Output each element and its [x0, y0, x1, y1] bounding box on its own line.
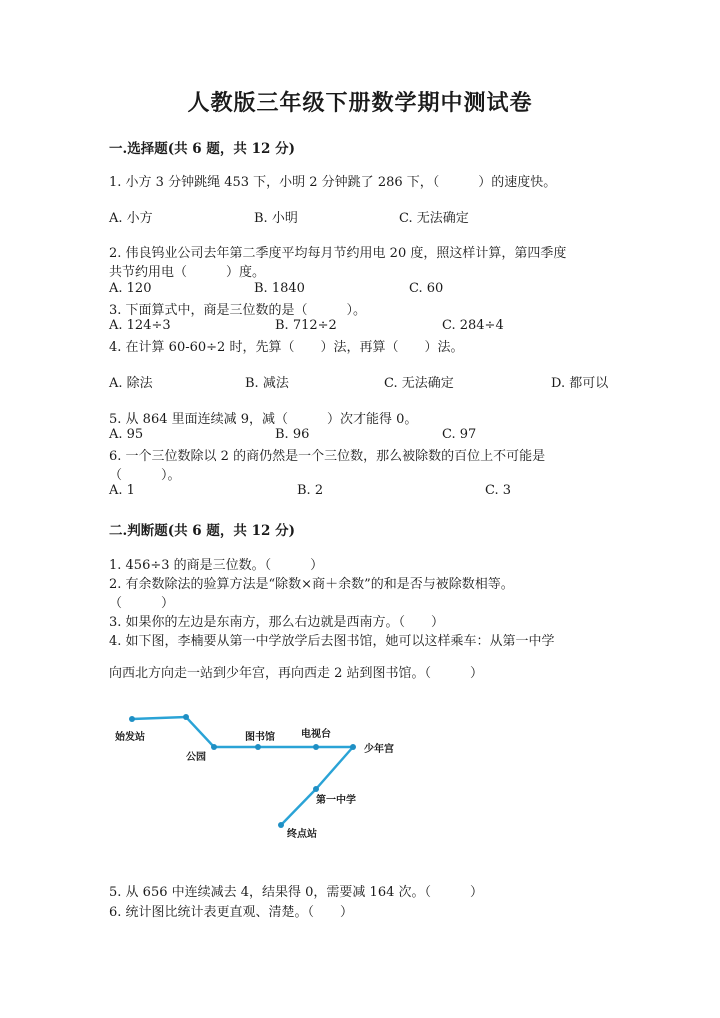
route-segment-2: [281, 747, 353, 825]
label-tv-station: 电视台: [301, 729, 331, 740]
section1-heading: 一.选择题(共 6 题，共 12 分): [109, 141, 295, 157]
dot-terminal-station: [278, 822, 284, 828]
s1-q3-option-b[interactable]: B. 712÷2: [275, 318, 337, 333]
s1-q2-option-c[interactable]: C. 60: [409, 281, 444, 296]
s1-q6-option-a[interactable]: A. 1: [109, 483, 135, 498]
s1-q5-text: 5. 从 864 里面连续减 9，减（ ）次才能得 0。: [109, 412, 418, 427]
s1-q2-option-a[interactable]: A. 120: [109, 281, 152, 296]
s1-q4-option-b[interactable]: B. 减法: [245, 376, 289, 391]
s1-q2-option-b[interactable]: B. 1840: [254, 281, 305, 296]
s2-q4-line1: 4. 如下图，李楠要从第一中学放学后去图书馆，她可以这样乘车：从第一中学: [109, 634, 555, 649]
dot-youth-palace: [350, 744, 356, 750]
s1-q5-option-b[interactable]: B. 96: [275, 427, 310, 442]
s1-q1-text: 1. 小方 3 分钟跳绳 453 下，小明 2 分钟跳了 286 下，（ ）的速度快。: [109, 175, 557, 190]
dot-first-middle-school: [313, 786, 319, 792]
dot-bend: [183, 714, 189, 720]
s1-q2-line2: 共节约用电（ ）度。: [109, 265, 266, 280]
s1-q1-option-b[interactable]: B. 小明: [254, 211, 298, 226]
s1-q4-text: 4. 在计算 60-60÷2 时，先算（ ）法，再算（ ）法。: [109, 340, 464, 355]
s1-q3-option-a[interactable]: A. 124÷3: [109, 318, 171, 333]
s1-q5-option-c[interactable]: C. 97: [442, 427, 477, 442]
s1-q4-option-c[interactable]: C. 无法确定: [384, 376, 454, 391]
s1-q2-line1: 2. 伟良钨业公司去年第二季度平均每月节约用电 20 度，照这样计算，第四季度: [109, 246, 567, 261]
dot-tv-station: [313, 744, 319, 750]
s1-q1-option-a[interactable]: A. 小方: [109, 211, 153, 226]
s1-q1-option-c[interactable]: C. 无法确定: [399, 211, 469, 226]
s2-q1-text: 1. 456÷3 的商是三位数。（ ）: [109, 558, 324, 573]
s2-q2-line1: 2. 有余数除法的验算方法是“除数×商＋余数”的和是否与被除数相等。: [109, 577, 514, 592]
s1-q4-option-d[interactable]: D. 都可以: [551, 376, 609, 391]
s1-q4-option-a[interactable]: A. 除法: [109, 376, 153, 391]
s1-q3-option-c[interactable]: C. 284÷4: [442, 318, 504, 333]
s2-q5-text: 5. 从 656 中连续减去 4，结果得 0，需要减 164 次。（ ）: [109, 885, 483, 900]
dot-park: [211, 744, 217, 750]
dot-library: [255, 744, 261, 750]
label-first-middle-school: 第一中学: [316, 795, 356, 806]
s1-q6-option-c[interactable]: C. 3: [485, 483, 512, 498]
s1-q5-option-a[interactable]: A. 95: [109, 427, 144, 442]
label-youth-palace: 少年宫: [364, 744, 394, 755]
s2-q6-text: 6. 统计图比统计表更直观、清楚。（ ）: [109, 905, 354, 920]
label-park: 公园: [186, 752, 206, 763]
s1-q3-text: 3. 下面算式中，商是三位数的是（ ）。: [109, 303, 367, 318]
s1-q6-line1: 6. 一个三位数除以 2 的商仍然是一个三位数，那么被除数的百位上不可能是: [109, 449, 546, 464]
label-library: 图书馆: [245, 732, 275, 743]
s1-q6-line2: （ ）。: [109, 468, 181, 483]
label-start-station: 始发站: [115, 732, 145, 743]
s2-q2-line2: （ ）: [109, 596, 175, 611]
s2-q3-text: 3. 如果你的左边是东南方，那么右边就是西南方。（ ）: [109, 615, 445, 630]
label-terminal-station: 终点站: [287, 829, 317, 840]
dot-start-station: [129, 716, 135, 722]
page-title: 人教版三年级下册数学期中测试卷: [187, 90, 533, 116]
s2-q4-line2: 向西北方向走一站到少年宫，再向西走 2 站到图书馆。（ ）: [109, 666, 484, 681]
s1-q6-option-b[interactable]: B. 2: [297, 483, 324, 498]
section2-heading: 二.判断题(共 6 题，共 12 分): [109, 523, 295, 539]
